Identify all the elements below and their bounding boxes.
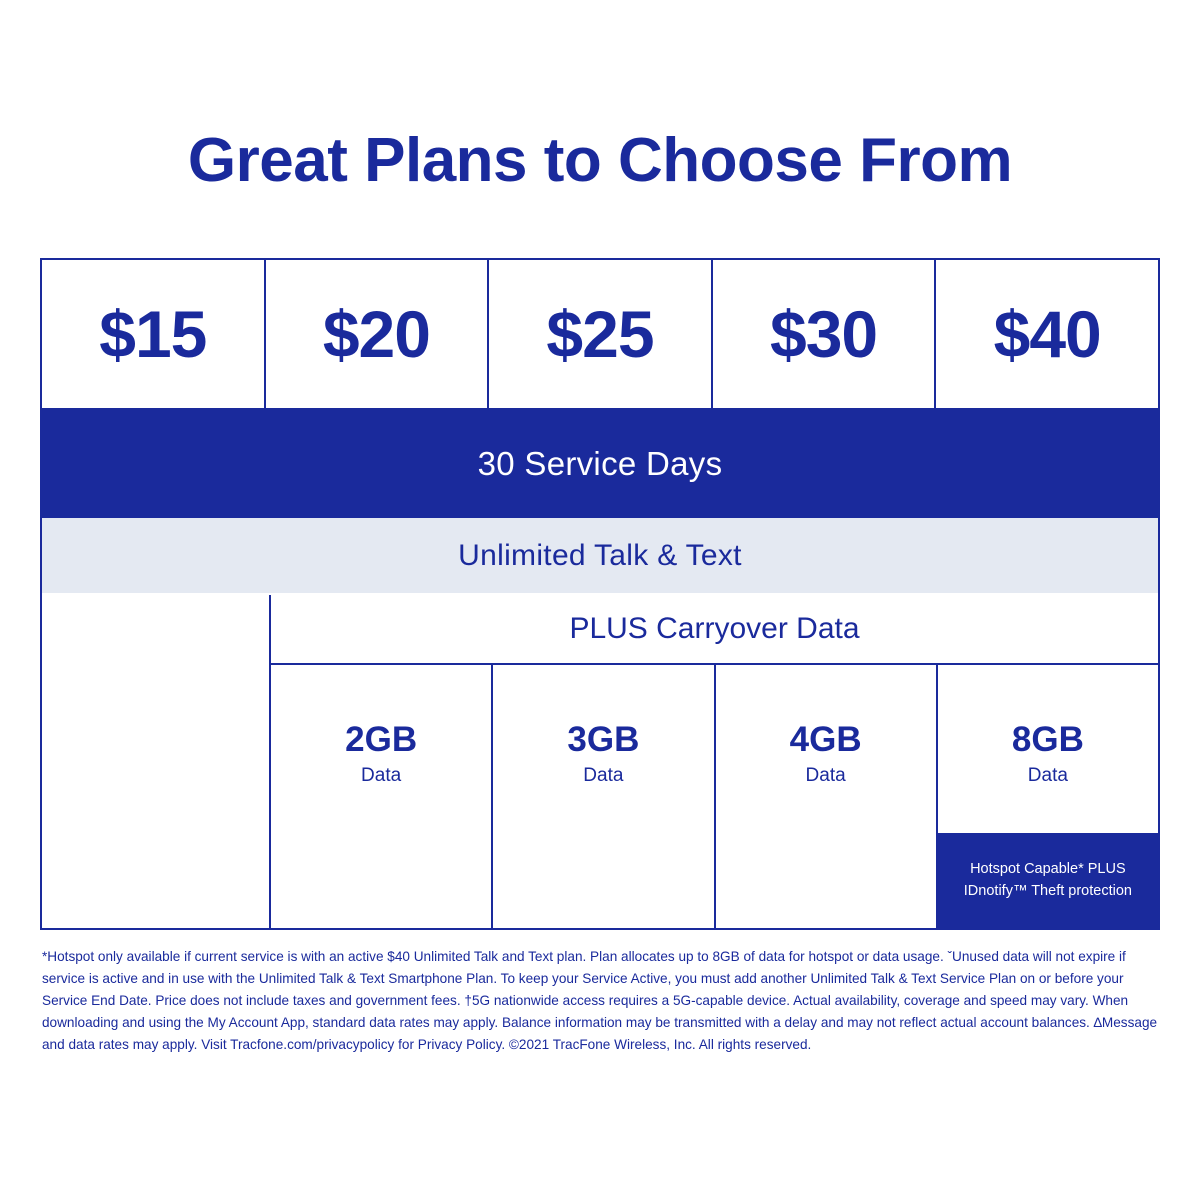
hotspot-line-1: Hotspot Capable* PLUS — [970, 860, 1126, 877]
empty-cell-15 — [42, 595, 271, 928]
price-label: $25 — [546, 297, 654, 371]
data-cell-40[interactable] — [938, 665, 1158, 928]
data-amount: 2GB — [345, 719, 418, 759]
price-cell-25[interactable] — [489, 260, 713, 408]
price-label: $15 — [99, 297, 207, 371]
carryover-band: PLUS Carryover Data — [271, 595, 1158, 665]
data-label: Data — [1027, 765, 1068, 787]
data-amount: 4GB — [789, 719, 862, 759]
price-cell-40[interactable] — [936, 260, 1158, 408]
data-cell-30[interactable] — [716, 665, 938, 928]
data-label: Data — [805, 765, 846, 787]
hotspot-badge — [938, 833, 1158, 928]
data-cell-content — [271, 665, 491, 833]
data-label: Data — [583, 765, 624, 787]
carryover-section — [271, 595, 1158, 928]
data-cell-content — [716, 665, 936, 833]
data-amount: 3GB — [567, 719, 640, 759]
data-cell-content — [938, 665, 1158, 833]
plans-table — [40, 258, 1160, 930]
price-header-row — [42, 260, 1158, 410]
unlimited-talk-text-band: Unlimited Talk & Text — [42, 518, 1158, 595]
hotspot-spacer — [271, 833, 491, 928]
price-label: $30 — [770, 297, 878, 371]
data-amount: 8GB — [1011, 719, 1084, 759]
data-cell-25[interactable] — [493, 665, 715, 928]
data-cell-content — [493, 665, 713, 833]
data-cell-20[interactable] — [271, 665, 493, 928]
price-label: $20 — [322, 297, 430, 371]
price-label: $40 — [993, 297, 1101, 371]
hotspot-spacer — [493, 833, 713, 928]
data-amount-row — [271, 665, 1158, 928]
legal-footnote: *Hotspot only available if current service is with an active $40 Unlimited Talk and Text plan. Plan allocates up to 8GB of data for hotspot or data usage. ˇUnused data will not expire if service is active and in use with the Unlimited Talk & Text Smartphone Plan. To keep your Service Active, you must add another Unlimited Talk & Text Service Plan on or before your Service End Date. Price does not include taxes and government fees. †5G nationwide access requires a 5G-capable device. Actual availability, coverage and speed may vary. When downloading and using the My Account App, standard data rates may apply. Balance information may be transmitted with a delay and may not reflect actual account balances. ∆Message and data rates may apply. Visit Tracfone.com/privacypolicy for Privacy Policy. ©2021 TracFone Wireless, Inc. All rights reserved. — [42, 949, 1158, 1053]
data-section — [42, 595, 1158, 928]
price-cell-30[interactable] — [713, 260, 937, 408]
price-cell-20[interactable] — [266, 260, 490, 408]
hotspot-line-2: IDnotify™ Theft protection — [963, 882, 1132, 899]
page-title: Great Plans to Choose From — [187, 126, 1013, 195]
hotspot-spacer — [716, 833, 936, 928]
data-label: Data — [361, 765, 402, 787]
price-cell-15[interactable] — [42, 260, 266, 408]
service-days-band: 30 Service Days — [42, 410, 1158, 518]
